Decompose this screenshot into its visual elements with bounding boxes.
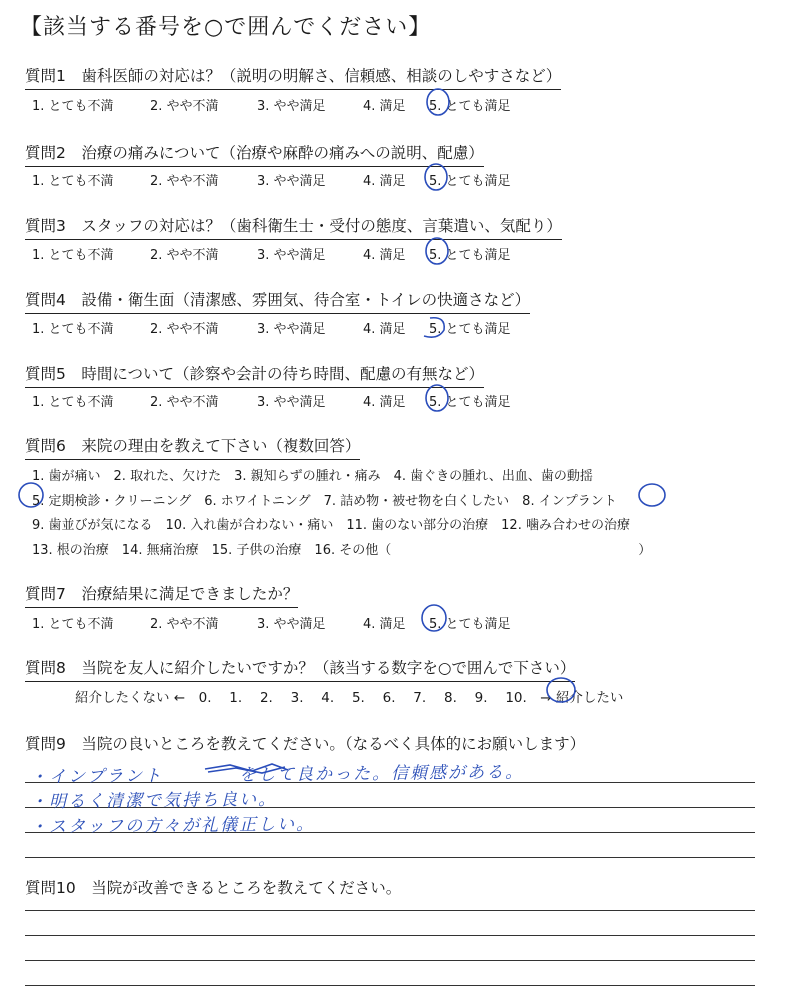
option-4[interactable]: 4. 満足 bbox=[363, 395, 406, 410]
question-10-heading: 質問10 当院が改善できるところを教えてください。 bbox=[25, 879, 402, 897]
option-2[interactable]: 2. やや不満 bbox=[150, 248, 219, 263]
option-1[interactable]: 1. とても不満 bbox=[32, 395, 114, 410]
answer-line-6 bbox=[25, 935, 755, 936]
option-1[interactable]: 1. とても不満 bbox=[32, 248, 114, 263]
option-1[interactable]: 1. とても不満 bbox=[32, 99, 114, 114]
recommend-scale[interactable]: 紹介したくない ← 0. 1. 2. 3. 4. 5. 6. 7. 8. 9. 10. → 紹介したい bbox=[75, 690, 624, 706]
q9-answer-1: ・インプラント をして良かった。信頼感がある。 bbox=[29, 762, 525, 788]
question-5-options bbox=[32, 391, 511, 410]
option-5[interactable]: 5. とても満足 bbox=[429, 174, 511, 189]
option-3[interactable]: 3. やや満足 bbox=[257, 322, 326, 337]
q6-row-3[interactable]: 9. 歯並びが気になる 10. 入れ歯が合わない・痛い 11. 歯のない部分の治療 12. 噛み合わせの治療 bbox=[32, 518, 630, 533]
question-1-heading: 質問1 歯科医師の対応は？（説明の明解さ、信頼感、相談のしやすさなど） bbox=[25, 64, 561, 90]
question-1-options bbox=[32, 95, 511, 114]
option-2[interactable]: 2. やや不満 bbox=[150, 99, 219, 114]
option-2[interactable]: 2. やや不満 bbox=[150, 174, 219, 189]
q6-row-2[interactable]: 5. 定期検診・クリーニング 6. ホワイトニング 7. 詰め物・被せ物を白くしたい 8. インプラント bbox=[32, 494, 617, 509]
option-5[interactable]: 5. とても満足 bbox=[429, 99, 511, 114]
option-1[interactable]: 1. とても不満 bbox=[32, 322, 114, 337]
q9-answer-2: ・明るく清潔で気持ち良い。 bbox=[29, 789, 278, 813]
question-2-options bbox=[32, 170, 511, 189]
question-3-options bbox=[32, 244, 511, 263]
option-1[interactable]: 1. とても不満 bbox=[32, 174, 114, 189]
question-5-heading: 質問5 時間について（診察や会計の待ち時間、配慮の有無など） bbox=[25, 362, 484, 388]
question-9-heading: 質問9 当院の良いところを教えてください。（なるべく具体的にお願いします） bbox=[25, 735, 586, 753]
option-3[interactable]: 3. やや満足 bbox=[257, 99, 326, 114]
answer-line-7 bbox=[25, 960, 755, 961]
option-3[interactable]: 3. やや満足 bbox=[257, 617, 326, 632]
option-2[interactable]: 2. やや不満 bbox=[150, 617, 219, 632]
answer-line-8 bbox=[25, 985, 755, 986]
question-2-heading: 質問2 治療の痛みについて（治療や麻酔の痛みへの説明、配慮） bbox=[25, 141, 484, 167]
option-4[interactable]: 4. 満足 bbox=[363, 174, 406, 189]
question-3-heading: 質問3 スタッフの対応は？（歯科衛生士・受付の態度、言葉遣い、気配り） bbox=[25, 214, 562, 240]
option-5[interactable]: 5. とても満足 bbox=[429, 322, 511, 337]
question-4-heading: 質問4 設備・衛生面（清潔感、雰囲気、待合室・トイレの快適さなど） bbox=[25, 288, 530, 314]
q6-row-1[interactable]: 1. 歯が痛い 2. 取れた、欠けた 3. 親知らずの腫れ・痛み 4. 歯ぐきの腫れ、出血、歯の動揺 bbox=[32, 469, 593, 484]
option-4[interactable]: 4. 満足 bbox=[363, 248, 406, 263]
option-3[interactable]: 3. やや満足 bbox=[257, 174, 326, 189]
q9-answer-3: ・スタッフの方々が礼儀正しい。 bbox=[29, 814, 316, 838]
question-6-heading: 質問6 来院の理由を教えて下さい（複数回答） bbox=[25, 434, 360, 460]
option-1[interactable]: 1. とても不満 bbox=[32, 617, 114, 632]
option-5[interactable]: 5. とても満足 bbox=[429, 617, 511, 632]
question-8-heading: 質問8 当院を友人に紹介したいですか？（該当する数字を○で囲んで下さい） bbox=[25, 656, 575, 682]
option-2[interactable]: 2. やや不満 bbox=[150, 395, 219, 410]
answer-line-4 bbox=[25, 857, 755, 858]
option-4[interactable]: 4. 満足 bbox=[363, 99, 406, 114]
option-2[interactable]: 2. やや不満 bbox=[150, 322, 219, 337]
answer-line-5 bbox=[25, 910, 755, 911]
question-4-options bbox=[32, 318, 511, 337]
option-3[interactable]: 3. やや満足 bbox=[257, 395, 326, 410]
option-4[interactable]: 4. 満足 bbox=[363, 617, 406, 632]
option-5[interactable]: 5. とても満足 bbox=[429, 395, 511, 410]
question-7-options bbox=[32, 613, 511, 632]
option-4[interactable]: 4. 満足 bbox=[363, 322, 406, 337]
option-3[interactable]: 3. やや満足 bbox=[257, 248, 326, 263]
q6-row-4[interactable]: 13. 根の治療 14. 無痛治療 15. 子供の治療 16. その他（ ） bbox=[32, 543, 652, 558]
question-7-heading: 質問7 治療結果に満足できましたか？ bbox=[25, 582, 298, 608]
page-title: 【該当する番号を○で囲んでください】 bbox=[20, 15, 432, 40]
option-5[interactable]: 5. とても満足 bbox=[429, 248, 511, 263]
q6-selection-circle-8 bbox=[639, 484, 665, 506]
